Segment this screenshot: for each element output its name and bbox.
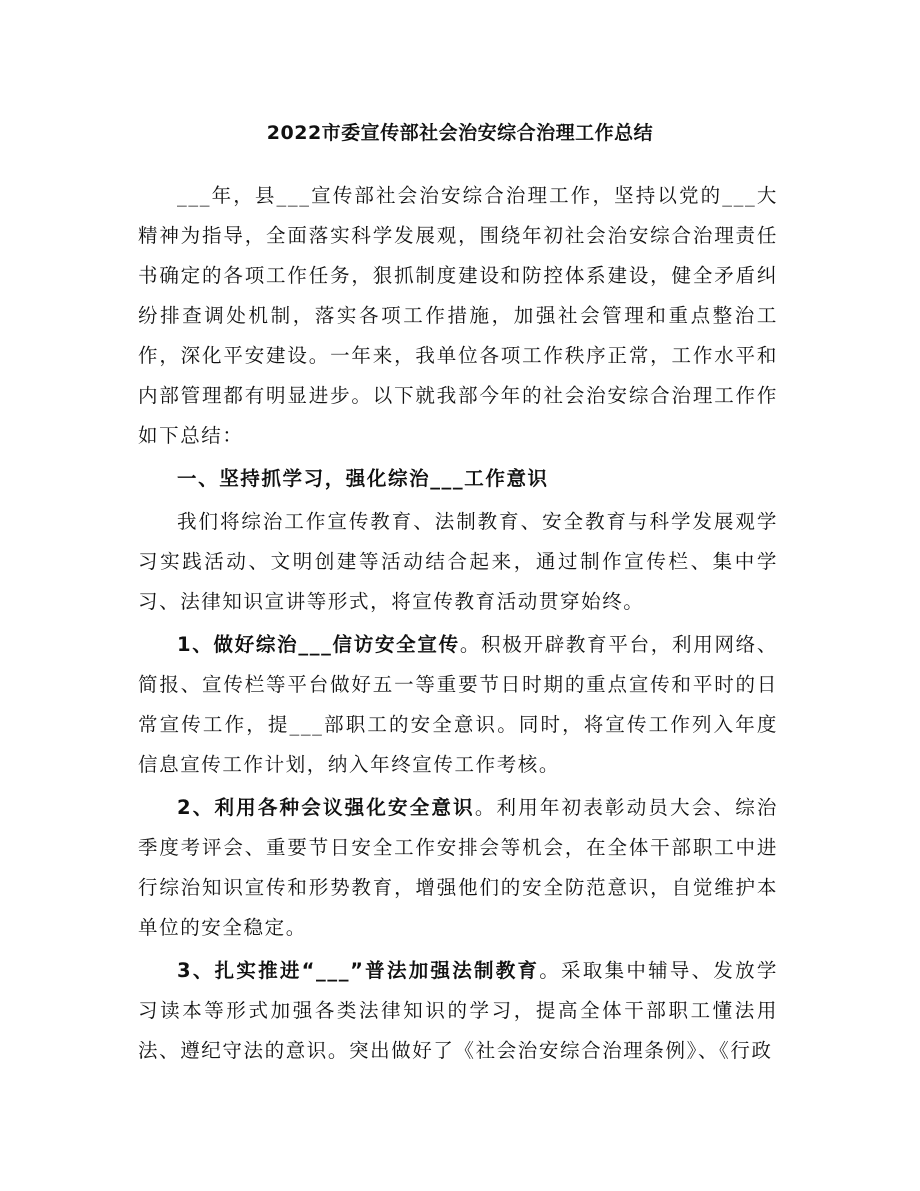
- item-text-1: 。积极开辟教育平台，利用网络、简报、宣传栏等平台做好五一等重要节日时期的重点宣传和平时的日常宣传工作，提___部职工的安全意识。同时，将宣传工作列入年度信息宣传工作计划，纳入年终宣传工作考核。: [138, 633, 778, 776]
- item-paragraph-1: [138, 625, 778, 785]
- item-text-2: 。利用年初表彰动员大会、综治季度考评会、重要节日安全工作安排会等机会，在全体干部职工中进行综治知识宣传和形势教育，增强他们的安全防范意识，自觉维护本单位的安全稳定。: [138, 796, 779, 939]
- item-lead-2: 2、利用各种会议强化安全意识: [177, 796, 475, 819]
- item-lead-1: 1、做好综治___信访安全宣传: [177, 633, 460, 656]
- item-text-3: 。采取集中辅导、发放学习读本等形式加强各类法律知识的学习，提高全体干部职工懂法用法、遵纪守法的意识。突出做好了《社会治安综合治理条例》、《行政: [138, 959, 778, 1062]
- item-lead-3: 3、扎实推进“___”普法加强法制教育: [177, 959, 540, 982]
- document-title: 2022市委宣传部社会治安综合治理工作总结: [266, 122, 654, 144]
- document-body: [138, 176, 778, 1074]
- item-paragraph-2: [138, 788, 778, 948]
- item-paragraph-3: [138, 951, 778, 1071]
- intro-paragraph: ___年，县___宣传部社会治安综合治理工作，坚持以党的___大精神为指导，全面落实科学发展观，围绕年初社会治安综合治理责任书确定的各项工作任务，狠抓制度建设和防控体系建设，健全矛盾纠纷排查调处机制，落实各项工作措施，加强社会管理和重点整治工作，深化平安建设。一年来，我单位各项工作秩序正常，工作水平和内部管理都有明显进步。以下就我部今年的社会治安综合治理工作作如下总结：: [138, 184, 778, 447]
- section-paragraph-1: 我们将综治工作宣传教育、法制教育、安全教育与科学发展观学习实践活动、文明创建等活动结合起来，通过制作宣传栏、集中学习、法律知识宣讲等形式，将宣传教育活动贯穿始终。: [138, 510, 778, 613]
- section-heading-1: 一、坚持抓学习，强化综治___工作意识: [177, 467, 549, 490]
